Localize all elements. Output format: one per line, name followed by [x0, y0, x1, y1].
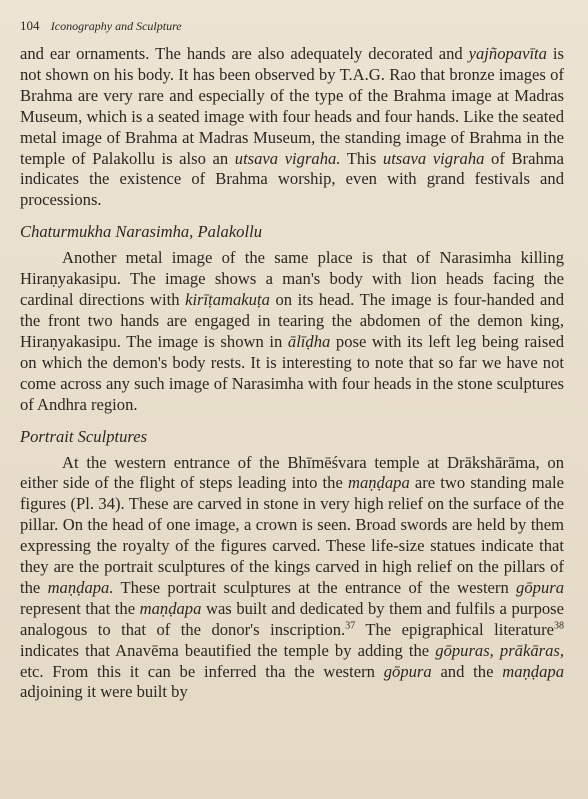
italic-term: gōpura — [516, 577, 564, 597]
text-run: The epigraphical literature — [355, 619, 554, 639]
text-run: This — [340, 148, 383, 168]
text-run: pose with its left leg being raised on which the demon's body rests. It is interesting to note that so far we have not come across any such image of Narasimha with four heads in the stone sculptures of Andhra region. — [20, 331, 564, 414]
text-run: are two standing male figures (Pl. 34). These are carved in stone in very high relief on the surface of the pillar. On the head of one image, a crown is seen. Broad swords are held by them expressing the royalty of the figures carved. These life-size statues indicate that they are the portrait sculptures of the kings carved in high relief on the pillars of the — [20, 473, 564, 597]
text-run: These portrait sculptures at the entrance of the western — [113, 577, 517, 597]
text-run: and ear ornaments. The hands are also adequately decorated and — [20, 44, 469, 63]
text-run: etc. From this it can be inferred tha the western — [20, 661, 384, 681]
italic-term: utsava vigraha — [382, 148, 485, 168]
italic-term: kirīṭamakuṭa — [185, 290, 270, 310]
text-run: At the western entrance of the Bhīmēśvara temple at Drākshārāma, on either side of the flight of steps leading into the — [20, 452, 564, 493]
italic-term: maṇḍapa — [139, 598, 202, 618]
paragraph-narasimha — [20, 248, 564, 415]
italic-term: maṇḍapa — [347, 473, 410, 493]
text-run: on its head. The image is four-handed and the front two hands are engaged in tearing the abdomen of the demon king, Hiraṇyakasipu. The image is shown in — [20, 290, 564, 351]
paragraph-portrait — [20, 453, 564, 704]
italic-term: utsava vigraha. — [234, 148, 341, 168]
section-heading-portrait: Portrait Sculptures — [20, 426, 148, 446]
section-heading-narasimha: Chaturmukha Narasimha, Palakollu — [20, 222, 262, 242]
page-number: 104 — [20, 18, 40, 33]
text-run: of Brahma indicates the existence of Brahma worship, even with grand festivals and processions. — [20, 148, 565, 210]
italic-term: maṇḍapa. — [47, 577, 114, 597]
footnote-ref: 38 — [553, 620, 564, 632]
text-run: adjoining it were built by — [20, 682, 188, 702]
italic-term: gōpuras, prākāras, — [435, 640, 564, 660]
text-run: and the — [431, 661, 503, 681]
text-run: Another metal image of the same place is that of Narasimha killing Hiraṇyakasipu. The image shows a man's body with lion heads facing the cardinal directions with — [20, 248, 564, 310]
text-run: is not shown on his body. It has been observed by T.A.G. Rao that bronze images of Brahma are very rare and especially of the type of the Brahma image at Madras Museum, which is a seated image with four heads and four hands. Like the seated metal image of Brahma at Madras Museum, the standing image of Brahma in the temple of Palakollu is also an — [20, 44, 564, 168]
italic-term: ālīḍha — [287, 331, 331, 351]
footnote-ref: 37 — [345, 620, 356, 632]
text-run: represent that the — [20, 598, 140, 618]
running-head-title: Iconography and Sculpture — [50, 19, 182, 33]
italic-term: gōpura — [383, 661, 432, 681]
text-run: indicates that Anavēma beautified the temple by adding the — [20, 640, 436, 660]
paragraph-brahma — [20, 44, 564, 211]
italic-term: yajñopavīta — [468, 44, 547, 63]
running-head — [20, 18, 564, 34]
italic-term: maṇḍapa — [502, 661, 564, 681]
text-run: was built and dedicated by them and fulfils a purpose analogous to that of the donor's inscription. — [20, 598, 564, 639]
